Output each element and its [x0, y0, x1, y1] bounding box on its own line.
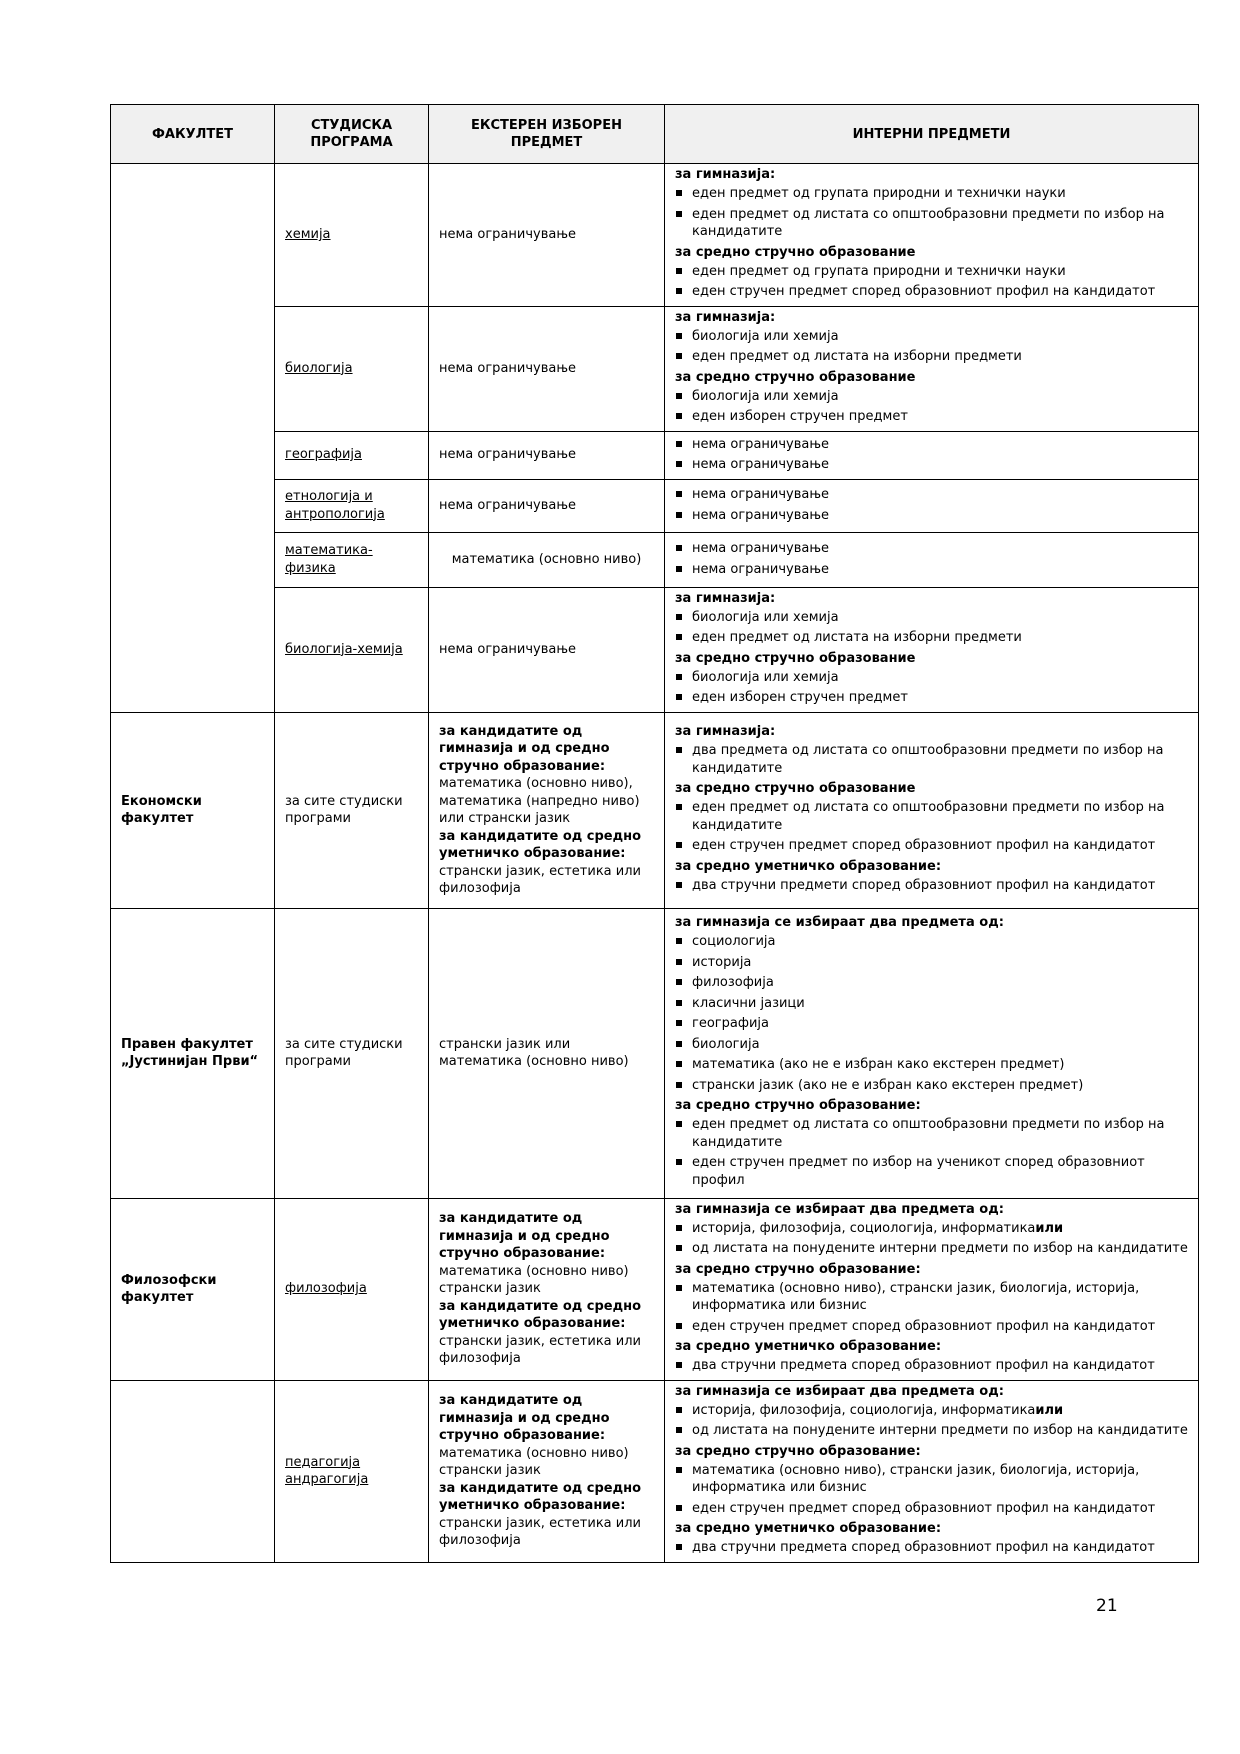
- external-subject-text: нема ограничување: [439, 497, 577, 513]
- internal-subject-item: [675, 877, 1188, 895]
- square-bullet-icon: [676, 1121, 682, 1127]
- external-subject-cell: [429, 479, 665, 532]
- internal-subject-text: географија: [692, 1016, 769, 1031]
- internal-subject-item: [675, 185, 1188, 203]
- program-name: етнологија и антропологија: [285, 489, 385, 522]
- internal-subject-text: два стручни предмета според образовниот профил на кандидатот: [692, 1358, 1155, 1373]
- table-row: [111, 431, 1199, 479]
- internal-group-heading: за средно стручно образование: [675, 369, 916, 385]
- square-bullet-icon: [676, 512, 682, 518]
- internal-subject-item: [675, 995, 1188, 1013]
- square-bullet-icon: [676, 1407, 682, 1413]
- internal-subject-text: социологија: [692, 934, 776, 949]
- table-row: [111, 587, 1199, 712]
- internal-subject-item: [675, 1154, 1188, 1189]
- table-row: [111, 1198, 1199, 1380]
- program-cell: [275, 431, 429, 479]
- internal-subjects-cell: [665, 306, 1199, 431]
- internal-subject-item: [675, 1357, 1188, 1375]
- internal-subjects-cell: [665, 712, 1199, 908]
- internal-group-heading: за средно стручно образование: [675, 650, 916, 666]
- internal-subject-conjunction: или: [1035, 1402, 1064, 1418]
- program-name: за сите студиски програми: [285, 793, 403, 826]
- internal-subject-item: [675, 974, 1188, 992]
- program-cell: [275, 1380, 429, 1562]
- internal-subject-text: биологија или хемија: [692, 388, 839, 404]
- internal-subject-text: нема ограничување: [692, 436, 830, 452]
- external-subject-cell: [429, 587, 665, 712]
- external-subject-text: математика (основно ниво) странски јазик: [439, 1445, 629, 1479]
- admission-table: [110, 104, 1199, 1563]
- internal-group-heading: за средно стручно образование:: [675, 1443, 921, 1459]
- faculty-cell: [111, 1380, 275, 1562]
- external-subject-text: нема ограничување: [439, 227, 577, 242]
- internal-subject-item: [675, 1240, 1188, 1258]
- external-subject-text: нема ограничување: [439, 447, 577, 463]
- square-bullet-icon: [676, 979, 682, 985]
- square-bullet-icon: [676, 634, 682, 640]
- square-bullet-icon: [676, 882, 682, 888]
- internal-subjects-cell: [665, 164, 1199, 307]
- internal-subject-item: [675, 1280, 1188, 1315]
- internal-subject-text: два стручни предмета според образовниот профил на кандидатот: [692, 1540, 1155, 1555]
- internal-group-heading: за средно уметничко образование:: [675, 1521, 942, 1536]
- internal-subject-item: [675, 408, 1188, 426]
- table-row: [111, 532, 1199, 587]
- table-row: [111, 712, 1199, 908]
- internal-subject-item: [675, 837, 1188, 855]
- internal-subject-text: нема ограничување: [692, 457, 830, 472]
- internal-subject-conjunction: или: [1035, 1220, 1064, 1236]
- table-row: [111, 306, 1199, 431]
- internal-subject-text: странски јазик (ако не е избран како екстерен предмет): [692, 1077, 1084, 1093]
- square-bullet-icon: [676, 545, 682, 551]
- table-row: [111, 479, 1199, 532]
- internal-subject-text: еден стручен предмет според образовниот профил на кандидатот: [692, 1500, 1156, 1516]
- internal-subjects-cell: [665, 1380, 1199, 1562]
- square-bullet-icon: [676, 393, 682, 399]
- internal-group-heading: за гимназија:: [675, 724, 776, 739]
- external-subject-cell: [429, 1198, 665, 1380]
- internal-subject-item: [675, 1077, 1188, 1095]
- external-subject-text: странски јазик, естетика или филозофија: [439, 863, 641, 896]
- faculty-cell: Правен факултет „Јустинијан Први“: [111, 908, 275, 1198]
- table-row: [111, 908, 1199, 1198]
- internal-group-heading: за гимназија:: [675, 309, 776, 325]
- external-subject-cell: [429, 431, 665, 479]
- program-name: хемија: [285, 227, 331, 242]
- internal-group-heading: за гимназија:: [675, 590, 776, 606]
- square-bullet-icon: [676, 1323, 682, 1329]
- table-row: [111, 1380, 1199, 1562]
- internal-subjects-cell: [665, 1198, 1199, 1380]
- internal-subjects-cell: [665, 532, 1199, 587]
- table-body: [111, 164, 1199, 1563]
- table-header-row: [111, 105, 1199, 164]
- external-subject-cell: [429, 712, 665, 908]
- internal-subject-item: [675, 456, 1188, 474]
- internal-subject-text: еден стручен предмет според образовниот профил на кандидатот: [692, 1318, 1156, 1334]
- internal-subject-text: од листата на понудените интерни предмети по избор на кандидатите: [692, 1423, 1188, 1438]
- internal-subject-item: [675, 629, 1188, 647]
- external-group-heading: за кандидатите од средно уметничко образование:: [439, 828, 642, 861]
- internal-subject-text: нема ограничување: [692, 541, 830, 556]
- external-subject-text: странски јазик, естетика или филозофија: [439, 1515, 641, 1549]
- internal-subject-text: еден изборен стручен предмет: [692, 409, 908, 424]
- program-cell: [275, 908, 429, 1198]
- header-internal: ИНТЕРНИ ПРЕДМЕТИ: [665, 105, 1199, 164]
- external-subject-cell: [429, 306, 665, 431]
- internal-group-heading: за гимназија се избираат два предмета од:: [675, 1383, 1004, 1399]
- internal-subject-text: нема ограничување: [692, 507, 830, 523]
- internal-subject-text: историја: [692, 954, 752, 970]
- program-name: географија: [285, 447, 362, 463]
- program-name: за сите студиски програми: [285, 1036, 403, 1069]
- square-bullet-icon: [676, 268, 682, 274]
- internal-subject-text: еден стручен предмет по избор на ученикот според образовниот профил: [692, 1155, 1145, 1188]
- faculty-cell: Економски факултет: [111, 712, 275, 908]
- internal-subject-text: биологија или хемија: [692, 328, 839, 344]
- square-bullet-icon: [676, 491, 682, 497]
- internal-subjects-cell: [665, 479, 1199, 532]
- internal-subject-item: [675, 1220, 1188, 1238]
- external-group-heading: за кандидатите од средно уметничко образование:: [439, 1480, 642, 1514]
- program-cell: [275, 306, 429, 431]
- internal-subject-text: биологија: [692, 1036, 760, 1052]
- internal-group-heading: за средно уметничко образование:: [675, 1339, 942, 1354]
- header-external: ЕКСТЕРЕН ИЗБОРЕН ПРЕДМЕТ: [429, 105, 665, 164]
- internal-subject-item: [675, 206, 1188, 241]
- square-bullet-icon: [676, 1082, 682, 1088]
- internal-subject-text: нема ограничување: [692, 561, 830, 577]
- internal-subject-text: два стручни предмети според образовниот профил на кандидатот: [692, 877, 1156, 893]
- square-bullet-icon: [676, 1020, 682, 1026]
- internal-group-heading: за гимназија:: [675, 167, 776, 182]
- internal-subject-text: биологија или хемија: [692, 609, 839, 625]
- external-subject-text: математика (основно ниво) странски јазик: [439, 1263, 629, 1297]
- internal-subject-text: еден предмет од листата на изборни предмети: [692, 630, 1022, 645]
- square-bullet-icon: [676, 353, 682, 359]
- square-bullet-icon: [676, 842, 682, 848]
- square-bullet-icon: [676, 614, 682, 620]
- page-number: 21: [1096, 1596, 1118, 1616]
- square-bullet-icon: [676, 694, 682, 700]
- internal-subject-item: [675, 742, 1188, 777]
- faculty-cell: [111, 164, 275, 713]
- internal-subjects-cell: [665, 431, 1199, 479]
- header-program: СТУДИСКА ПРОГРАМА: [275, 105, 429, 164]
- internal-subject-text: еден предмет од листата со општообразовни предмети по избор на кандидатите: [692, 800, 1165, 833]
- internal-subject-item: [675, 283, 1188, 301]
- internal-subject-text: еден предмет од листата со општообразовни предмети по избор на кандидатите: [692, 206, 1165, 239]
- table-row: [111, 164, 1199, 307]
- internal-subject-item: [675, 1116, 1188, 1151]
- external-subject-text: странски јазик или математика (основно ниво): [439, 1036, 629, 1069]
- square-bullet-icon: [676, 1159, 682, 1165]
- square-bullet-icon: [676, 1362, 682, 1368]
- internal-subject-item: [675, 1539, 1188, 1557]
- external-group-heading: за кандидатите од гимназија и од средно стручно образование:: [439, 1211, 610, 1262]
- internal-subject-text: еден предмет од групата природни и технички науки: [692, 263, 1066, 279]
- internal-subject-item: [675, 561, 1188, 579]
- external-group-heading: за кандидатите од средно уметничко образование:: [439, 1298, 642, 1332]
- square-bullet-icon: [676, 190, 682, 196]
- internal-subject-item: [675, 689, 1188, 707]
- internal-subject-text: од листата на понудените интерни предмети по избор на кандидатите: [692, 1241, 1188, 1256]
- internal-group-heading: за средно стручно образование: [675, 781, 916, 796]
- square-bullet-icon: [676, 1041, 682, 1047]
- program-cell: [275, 1198, 429, 1380]
- internal-subject-text: математика (основно ниво), странски јазик, биологија, историја, информатика или бизнис: [692, 1280, 1140, 1313]
- internal-subject-text: историја, филозофија, социологија, информатика: [692, 1402, 1036, 1418]
- internal-subject-item: [675, 486, 1188, 504]
- external-subject-cell: [429, 908, 665, 1198]
- internal-subject-text: историја, филозофија, социологија, информатика: [692, 1220, 1036, 1236]
- square-bullet-icon: [676, 288, 682, 294]
- square-bullet-icon: [676, 674, 682, 680]
- internal-subjects-cell: [665, 587, 1199, 712]
- program-name: педагогија андрагогија: [285, 1454, 369, 1487]
- internal-subject-item: [675, 1462, 1188, 1497]
- square-bullet-icon: [676, 333, 682, 339]
- internal-subject-text: филозофија: [692, 975, 774, 990]
- internal-subject-text: нема ограничување: [692, 487, 830, 502]
- program-cell: [275, 164, 429, 307]
- internal-subject-text: математика (основно ниво), странски јазик, биологија, историја, информатика или бизнис: [692, 1462, 1140, 1495]
- internal-subject-item: [675, 933, 1188, 951]
- internal-subject-item: [675, 1422, 1188, 1440]
- internal-subject-item: [675, 1318, 1188, 1336]
- faculty-cell: Филозофски факултет: [111, 1198, 275, 1380]
- internal-subject-item: [675, 1056, 1188, 1074]
- internal-subject-text: еден стручен предмет според образовниот профил на кандидатот: [692, 838, 1156, 853]
- internal-subject-item: [675, 799, 1188, 834]
- internal-subject-text: класични јазици: [692, 995, 805, 1011]
- internal-subject-text: еден стручен предмет според образовниот профил на кандидатот: [692, 284, 1156, 299]
- program-cell: [275, 479, 429, 532]
- program-cell: [275, 712, 429, 908]
- program-cell: [275, 587, 429, 712]
- internal-subject-item: [675, 1015, 1188, 1033]
- internal-subject-item: [675, 609, 1188, 627]
- internal-subject-item: [675, 540, 1188, 558]
- internal-subject-item: [675, 263, 1188, 281]
- square-bullet-icon: [676, 1061, 682, 1067]
- external-subject-cell: [429, 1380, 665, 1562]
- internal-subject-text: два предмета од листата со општообразовни предмети по избор на кандидатите: [692, 743, 1164, 776]
- square-bullet-icon: [676, 1000, 682, 1006]
- internal-subjects-cell: [665, 908, 1199, 1198]
- external-subject-text: математика (основно ниво), математика (напредно ниво) или странски јазик: [439, 776, 640, 826]
- square-bullet-icon: [676, 461, 682, 467]
- program-cell: [275, 532, 429, 587]
- internal-subject-item: [675, 436, 1188, 454]
- external-subject-cell: [429, 164, 665, 307]
- internal-group-heading: за средно уметничко образование:: [675, 858, 942, 874]
- internal-subject-item: [675, 507, 1188, 525]
- square-bullet-icon: [676, 1285, 682, 1291]
- internal-subject-item: [675, 669, 1188, 687]
- square-bullet-icon: [676, 1427, 682, 1433]
- external-subject-cell: [429, 532, 665, 587]
- internal-subject-text: еден предмет од листата на изборни предмети: [692, 349, 1022, 364]
- internal-subject-text: биологија или хемија: [692, 669, 839, 685]
- internal-group-heading: за средно стручно образование:: [675, 1098, 921, 1113]
- square-bullet-icon: [676, 211, 682, 217]
- square-bullet-icon: [676, 959, 682, 965]
- square-bullet-icon: [676, 1225, 682, 1231]
- external-group-heading: за кандидатите од гимназија и од средно стручно образование:: [439, 1393, 610, 1444]
- internal-subject-item: [675, 388, 1188, 406]
- internal-subject-item: [675, 348, 1188, 366]
- square-bullet-icon: [676, 1467, 682, 1473]
- internal-subject-item: [675, 954, 1188, 972]
- internal-subject-text: еден изборен стручен предмет: [692, 690, 908, 705]
- internal-group-heading: за средно стручно образование: [675, 244, 916, 260]
- square-bullet-icon: [676, 938, 682, 944]
- internal-subject-text: математика (ако не е избран како екстерен предмет): [692, 1057, 1065, 1072]
- square-bullet-icon: [676, 747, 682, 753]
- external-subject-text: странски јазик, естетика или филозофија: [439, 1333, 641, 1367]
- program-name: филозофија: [285, 1281, 367, 1297]
- square-bullet-icon: [676, 804, 682, 810]
- square-bullet-icon: [676, 413, 682, 419]
- square-bullet-icon: [676, 441, 682, 447]
- external-subject-text: математика (основно ниво): [451, 551, 642, 567]
- internal-subject-text: еден предмет од листата со општообразовни предмети по избор на кандидатите: [692, 1117, 1165, 1150]
- internal-subject-item: [675, 1402, 1188, 1420]
- square-bullet-icon: [676, 566, 682, 572]
- square-bullet-icon: [676, 1544, 682, 1550]
- external-subject-text: нема ограничување: [439, 360, 577, 376]
- header-faculty: ФАКУЛТЕТ: [111, 105, 275, 164]
- square-bullet-icon: [676, 1245, 682, 1251]
- square-bullet-icon: [676, 1505, 682, 1511]
- program-name: биологија: [285, 360, 353, 376]
- internal-subject-text: еден предмет од групата природни и технички науки: [692, 186, 1066, 201]
- program-name: математика-физика: [285, 543, 373, 576]
- internal-subject-item: [675, 328, 1188, 346]
- internal-group-heading: за гимназија се избираат два предмета од:: [675, 1201, 1004, 1217]
- external-group-heading: за кандидатите од гимназија и од средно стручно образование:: [439, 723, 610, 774]
- internal-subject-item: [675, 1036, 1188, 1054]
- external-subject-text: нема ограничување: [439, 641, 577, 657]
- internal-group-heading: за гимназија се избираат два предмета од:: [675, 915, 1004, 930]
- program-name: биологија-хемија: [285, 641, 403, 657]
- internal-subject-item: [675, 1500, 1188, 1518]
- internal-group-heading: за средно стручно образование:: [675, 1261, 921, 1277]
